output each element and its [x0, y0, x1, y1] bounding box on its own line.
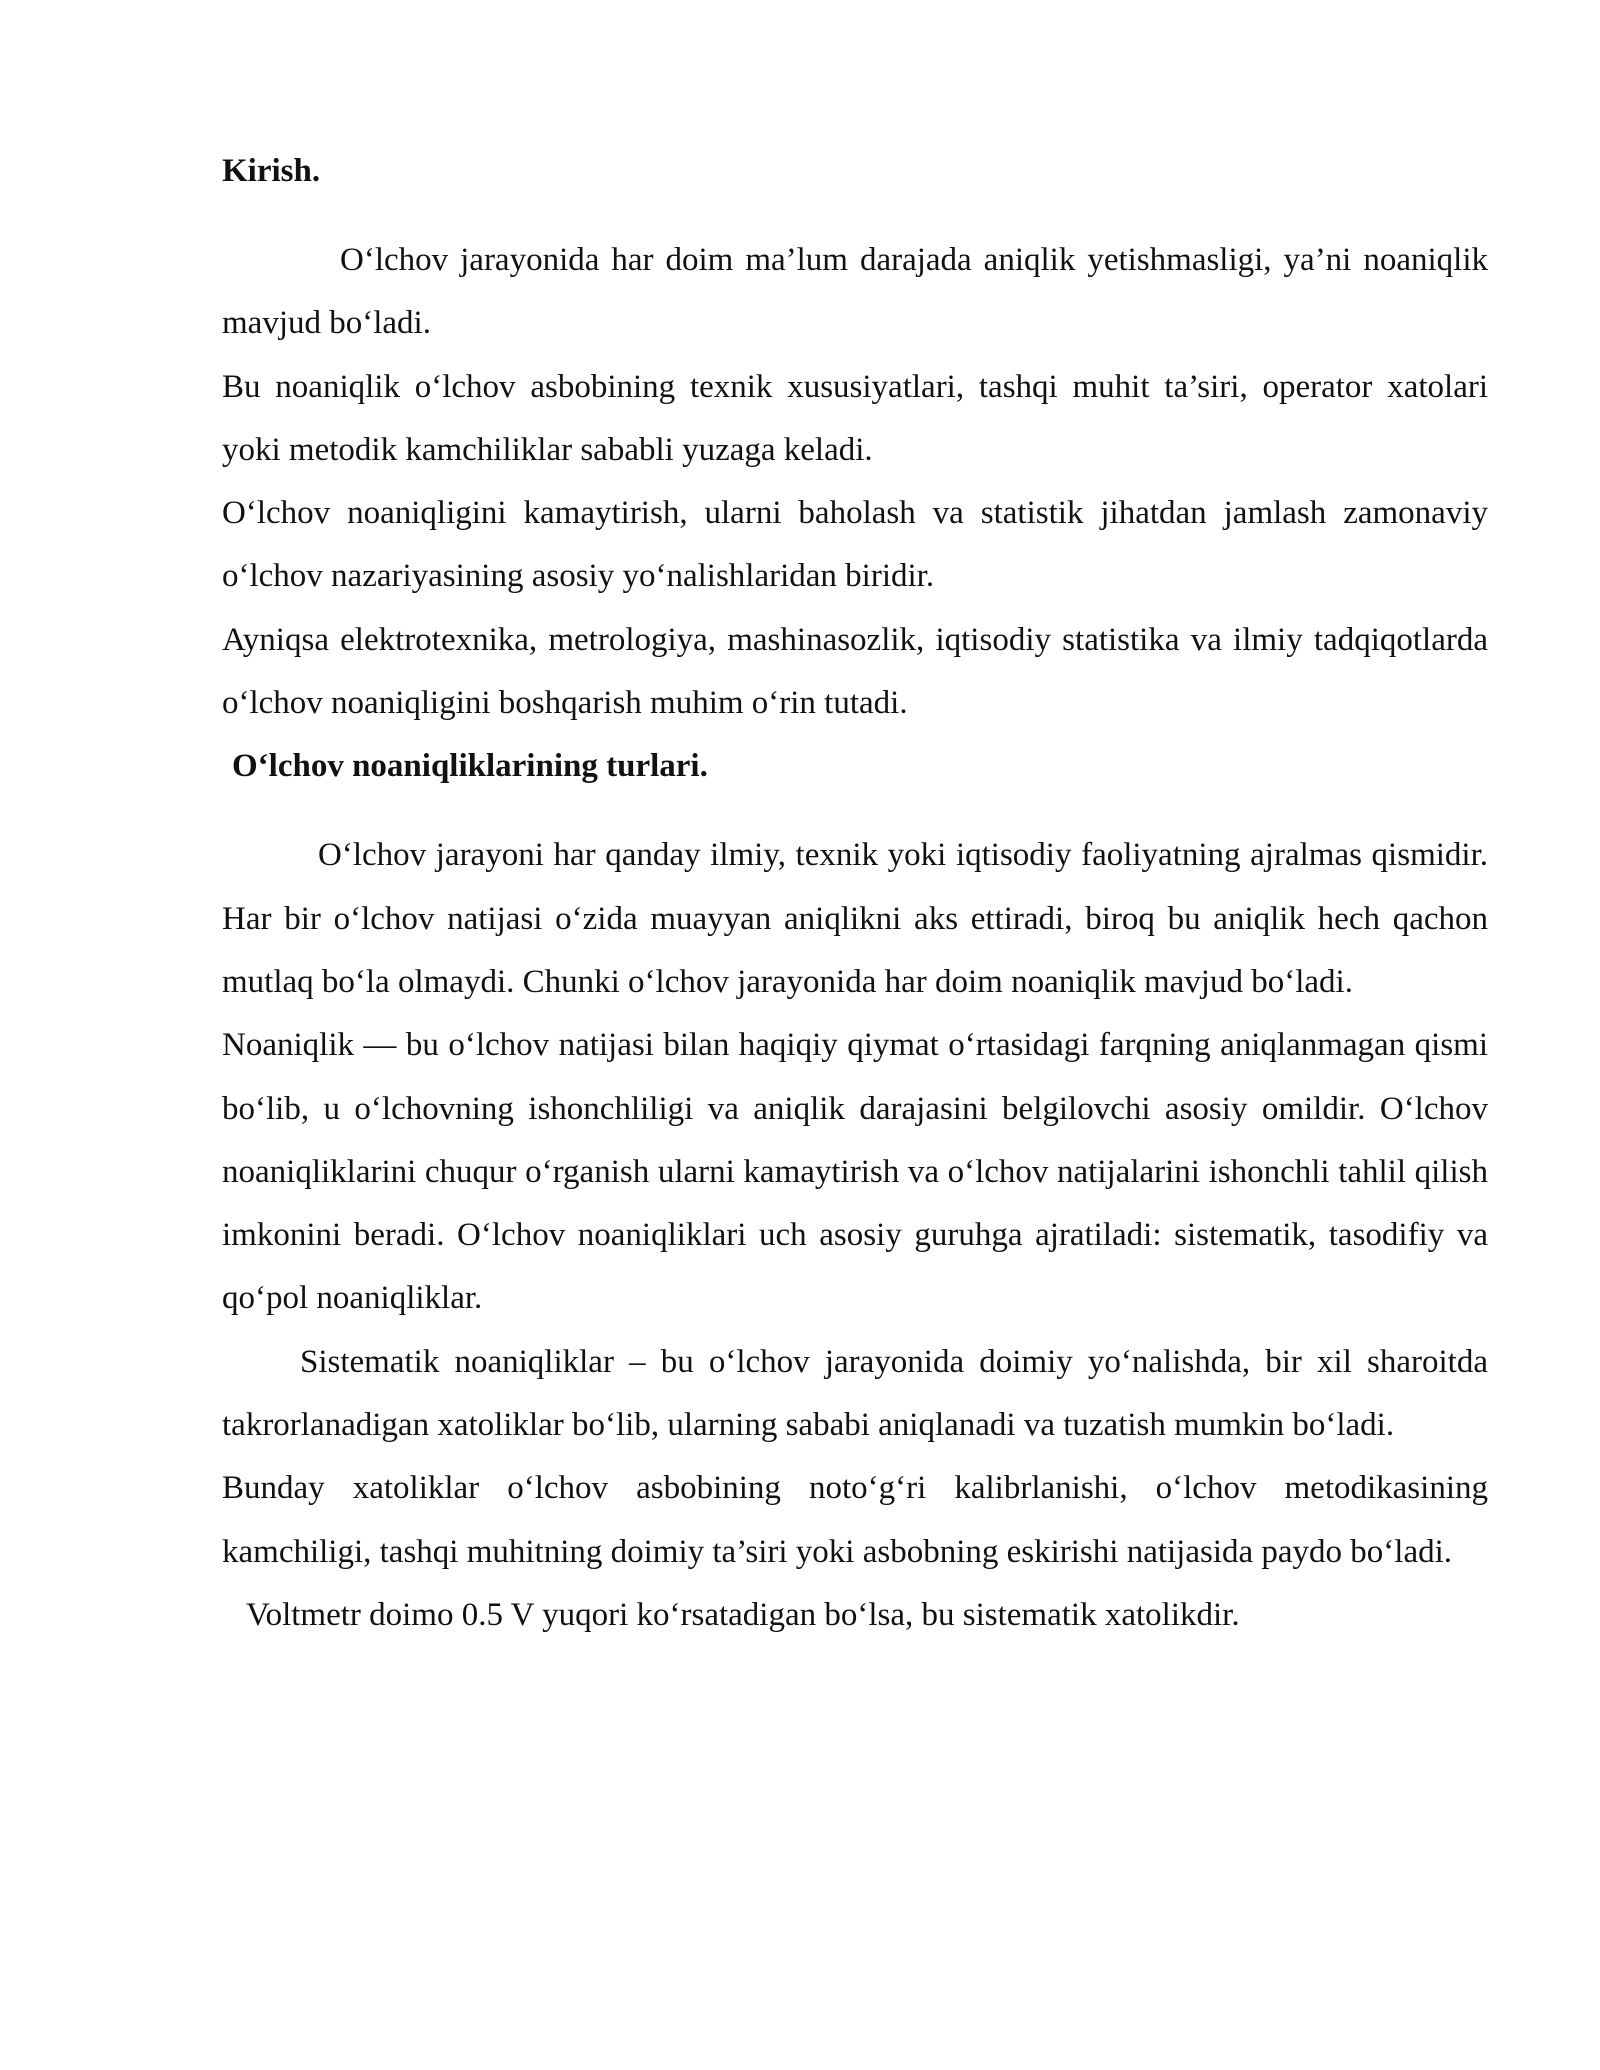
types-paragraph: Sistematik noaniqliklar – bu o‘lchov jarayonida doimiy yo‘nalishda, bir xil sharoitda takrorlanadigan xatoliklar bo‘lib, ularning sababi aniqlanadi va tuzatish mumkin bo‘ladi.	[222, 1343, 1488, 1444]
intro-heading: Kirish.	[222, 153, 321, 189]
intro-paragraph: Bu noaniqlik o‘lchov asbobining texnik xususiyatlari, tashqi muhit ta’siri, operator xatolari yoki metodik kamchiliklar sababli yuzaga keladi.	[222, 368, 1488, 468]
types-paragraph: Noaniqlik — bu o‘lchov natijasi bilan haqiqiy qiymat o‘rtasidagi farqning aniqlanmagan qismi bo‘lib, u o‘lchovning ishonchliligi va aniqlik darajasini belgilovchi asosiy omildir. O‘lchov noaniqliklarini chuqur o‘rganish ularni kamaytirish va o‘lchov natijalarini ishonchli tahlil qilish imkonini beradi. O‘lchov noaniqliklari uch asosiy guruhga ajratiladi: sistematik, tasodifiy va qo‘pol noaniqliklar.	[222, 1027, 1488, 1317]
types-paragraph: Voltmetr doimo 0.5 V yuqori ko‘rsatadigan bo‘lsa, bu sistematik xatolikdir.	[246, 1596, 1240, 1633]
types-heading: O‘lchov noaniqliklarining turlari.	[232, 748, 708, 785]
types-paragraph: Bunday xatoliklar o‘lchov asbobining noto‘g‘ri kalibrlanishi, o‘lchov metodikasining kamchiligi, tashqi muhitning doimiy ta’siri yoki asbobning eskirishi natijasida paydo bo‘ladi.	[222, 1470, 1488, 1570]
intro-paragraph: O‘lchov noaniqligini kamaytirish, ularni baholash va statistik jihatdan jamlash zamonaviy o‘lchov nazariyasining asosiy yo‘nalishlaridan biridir.	[222, 495, 1488, 595]
intro-paragraph: Ayniqsa elektrotexnika, metrologiya, mashinasozlik, iqtisodiy statistika va ilmiy tadqiqotlarda o‘lchov noaniqligini boshqarish muhim o‘rin tutadi.	[222, 621, 1488, 722]
intro-paragraph: O‘lchov jarayonida har doim ma’lum darajada aniqlik yetishmasligi, ya’ni noaniqlik mavjud bo‘ladi.	[222, 242, 1488, 342]
types-paragraph: O‘lchov jarayoni har qanday ilmiy, texnik yoki iqtisodiy faoliyatning ajralmas qismidir. Har bir o‘lchov natijasi o‘zida muayyan aniqlikni aks ettiradi, biroq bu aniqlik hech qachon mutlaq bo‘la olmaydi. Chunki o‘lchov jarayonida har doim noaniqlik mavjud bo‘ladi.	[222, 837, 1488, 1000]
document-body	[222, 140, 1488, 1647]
